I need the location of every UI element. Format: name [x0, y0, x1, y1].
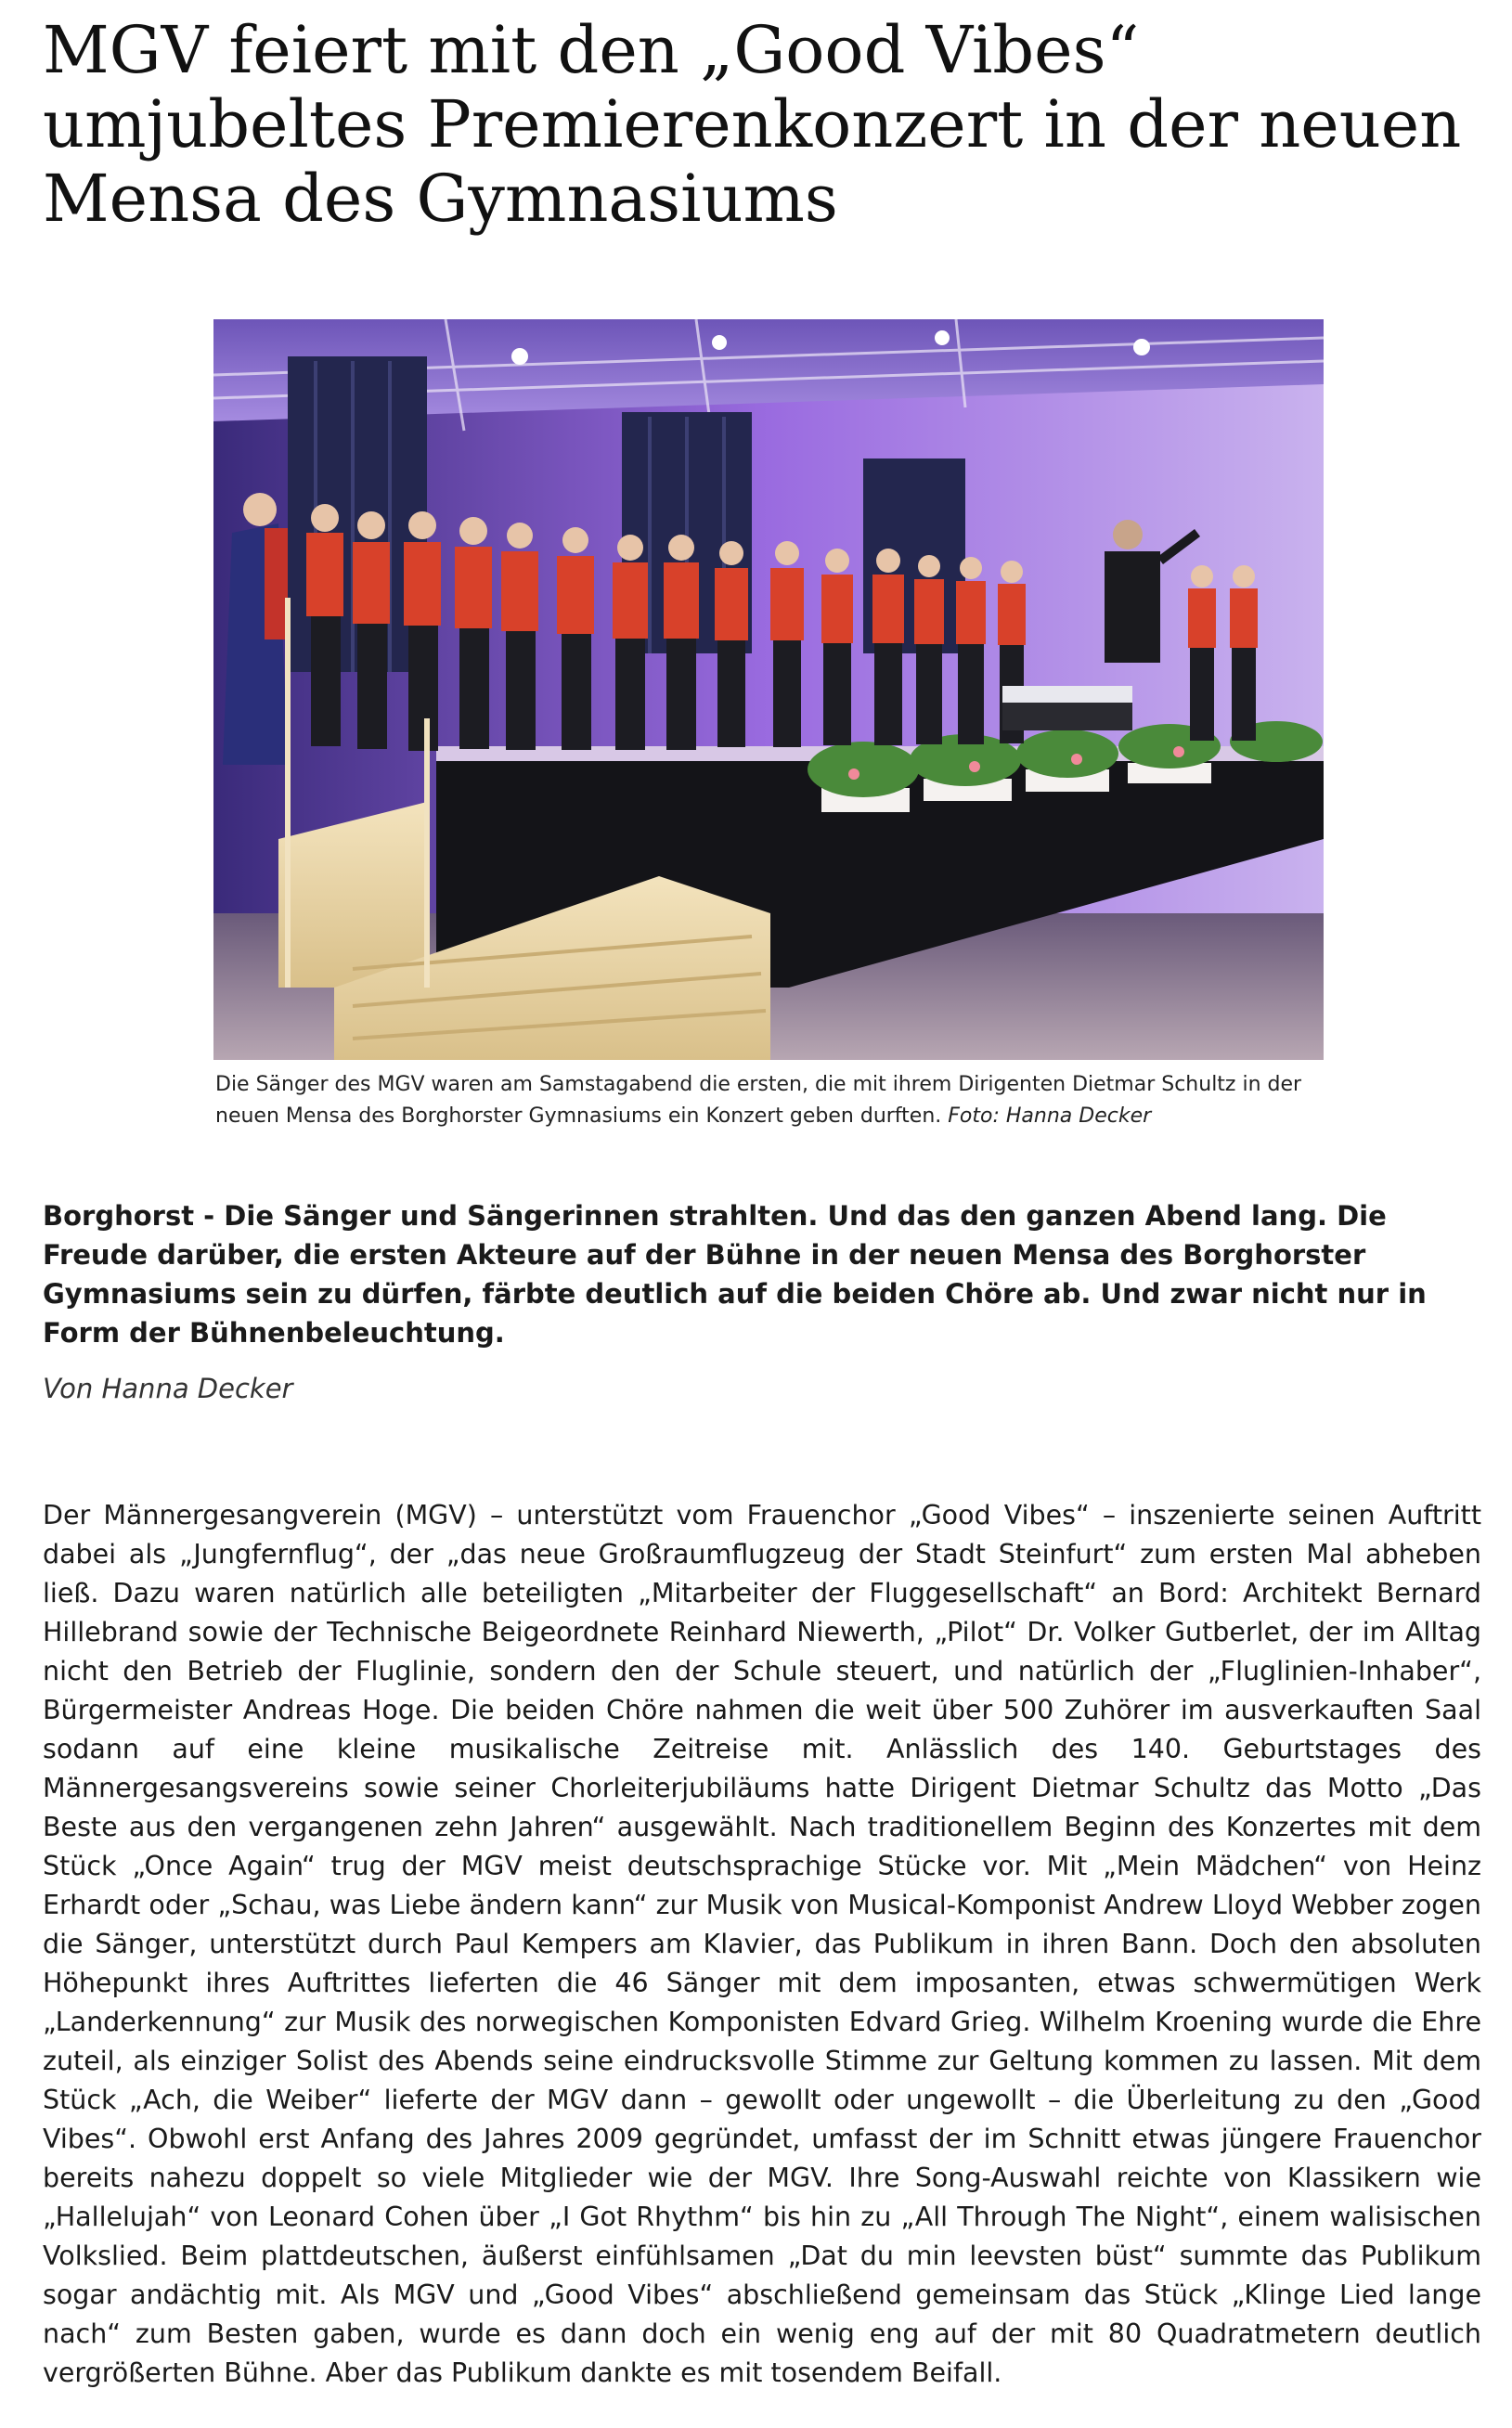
article-byline: Von Hanna Decker: [43, 1373, 293, 1404]
photo-credit: Foto: Hanna Decker: [948, 1104, 1152, 1128]
article-headline: MGV feiert mit den „Good Vibes“ umjubeltes Premierenkonzert in der neuen Mensa des Gymnasiums: [43, 12, 1462, 237]
article-body: Der Männergesangverein (MGV) – unterstützt vom Frauenchor „Good Vibes“ – inszenierte seinen Auftritt dabei als „Jungfernflug“, der „das neue Großraumflugzeug der Stadt Steinfurt“ zum ersten Mal abheben ließ. Dazu waren natürlich alle beteiligten „Mitarbeiter der Fluggesellschaft“ an Bord: Architekt Bernard Hillebrand sowie der Technische Beigeordnete Reinhard Niewerth, „Pilot“ Dr. Volker Gutberlet, der im Alltag nicht den Betrieb der Fluglinie, sondern den der Schule steuert, und natürlich der „Fluglinien-Inhaber“, Bürgermeister Andreas Hoge. Die beiden Chöre nahmen die weit über 500 Zuhörer im ausverkauften Saal sodann auf eine kleine musikalische Zeitreise mit. Anlässlich des 140. Geburtstages des Männergesangsvereins sowie seiner Chorleiterjubiläums hatte Dirigent Dietmar Schultz das Motto „Das Beste aus den vergangenen zehn Jahren“ ausgewählt. Nach traditionellem Beginn des Konzertes mit dem Stück „Once Again“ trug der MGV meist deutschsprachige Stücke vor. Mit „Mein Mädchen“ von Heinz Erhardt oder „Schau, was Liebe ändern kann“ zur Musik von Musical-Komponist Andrew Lloyd Webber zogen die Sänger, unterstützt durch Paul Kempers am Klavier, das Publikum in ihren Bann. Doch den absoluten Höhepunkt ihres Auftrittes lieferten die 46 Sänger mit dem imposanten, etwas schwermütigen Werk „Landerkennung“ zur Musik des norwegischen Komponisten Edvard Grieg. Wilhelm Kroening wurde die Ehre zuteil, als einziger Solist des Abends seine eindrucksvolle Stimme zur Geltung kommen zu lassen. Mit dem Stück „Ach, die Weiber“ lieferte der MGV dann – gewollt oder ungewollt – die Überleitung zu den „Good Vibes“. Obwohl erst Anfang des Jahres 2009 gegründet, umfasst der im Schnitt etwas jüngere Frauenchor bereits nahezu doppelt so viele Mitglieder wie der MGV. Ihre Song-Auswahl reichte von Klassikern wie „Hallelujah“ von Leonard Cohen über „I Got Rhythm“ bis hin zu „All Through The Night“, einem walisischen Volkslied. Beim plattdeutschen, äußerst einfühlsamen „Dat du min leevsten büst“ summte das Publikum sogar andächtig mit. Als MGV und „Good Vibes“ abschließend gemeinsam das Stück „Klinge Lied lange nach“ zum Besten gaben, wurde es dann doch ein wenig eng auf der mit 80 Quadratmetern deutlich vergrößerten Bühne. Aber das Publikum dankte es mit tosendem Beifall.: [43, 1500, 1481, 2388]
choir-stage-illustration: [213, 319, 1324, 1060]
article-lead: Borghorst - Die Sänger und Sängerinnen strahlten. Und das den ganzen Abend lang. Die Freude darüber, die ersten Akteure auf der Bühne in der neuen Mensa des Borghorster Gymnasiums sein zu dürfen, färbte deutlich auf die beiden Chöre ab. Und zwar nicht nur in Form der Bühnenbeleuchtung.: [43, 1200, 1427, 1349]
concert-photo: [213, 319, 1324, 1060]
photo-caption: [215, 1069, 1329, 1132]
caption-text: Die Sänger des MGV waren am Samstagabend die ersten, die mit ihrem Dirigenten Dietmar Schultz in der neuen Mensa des Borghorster Gymnasiums ein Konzert geben durften.: [215, 1073, 1302, 1128]
